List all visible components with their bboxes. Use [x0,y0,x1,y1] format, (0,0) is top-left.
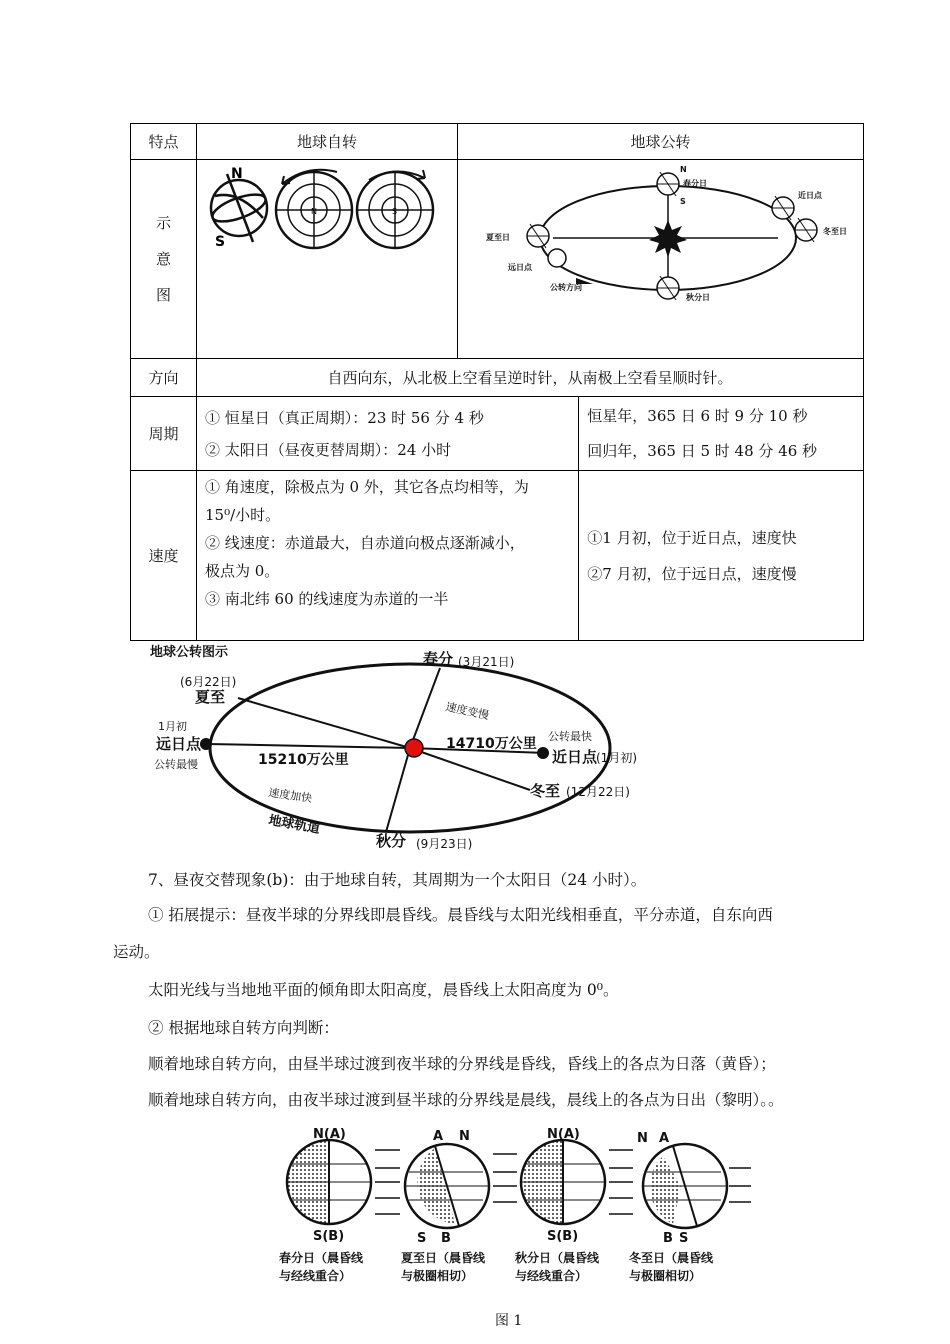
diagram-row [131,160,864,359]
svg-text:冬至: 冬至 [530,782,561,800]
svg-text:S: S [680,197,686,206]
direction-text: 自西向东，从北极上空看呈逆时针，从南极上空看呈顺时针。 [197,359,864,397]
svg-text:秋分日（晨昏线: 秋分日（晨昏线 [515,1251,600,1265]
svg-text:A: A [433,1129,444,1144]
table-header-row [131,124,864,160]
globe-winter-solstice [643,1144,751,1228]
svg-text:夏至: 夏至 [195,688,226,706]
svg-text:与极圈相切）: 与极圈相切） [629,1269,702,1283]
svg-text:N: N [459,1129,470,1144]
speed-revolution: ①1 月初，位于近日点，速度快 ②7 月初，位于远日点，速度慢 [579,471,864,641]
svg-text:夏至日（晨昏线: 夏至日（晨昏线 [401,1251,486,1265]
svg-text:冬至日: 冬至日 [823,227,847,236]
svg-text:14710万公里: 14710万公里 [446,736,537,752]
sun-icon [405,739,423,757]
period-label: 周期 [131,397,197,471]
speed-rotation: ① 角速度，除极点为 0 外，其它各点均相等，为 15⁰/小时。 ② 线速度：赤道最大，自赤道向极点逐渐减小， 极点为 0。 ③ 南北纬 60 的线速度为赤道的一半 [197,471,579,641]
sun-icon [649,220,687,258]
svg-text:B: B [663,1231,673,1246]
globe-autumn-equinox [521,1140,633,1224]
revolution-diagram [458,160,863,354]
svg-text:秋分: 秋分 [376,832,407,850]
svg-text:春分日（晨昏线: 春分日（晨昏线 [279,1251,364,1265]
svg-text:公转最慢: 公转最慢 [154,758,198,771]
globe-spring-equinox [287,1140,400,1224]
perihelion-point [537,747,549,759]
svg-text:公转最快: 公转最快 [548,730,592,743]
svg-text:春分: 春分 [423,650,454,668]
paragraph-extension: ① 拓展提示：昼夜半球的分界线即晨昏线。晨昏线与太阳光线相垂直，平分赤道，自东向西 [148,906,773,924]
svg-text:地球公转图示: 地球公转图示 [150,645,229,660]
svg-text:(3月21日): (3月21日) [458,655,515,669]
svg-text:1月初: 1月初 [158,720,187,733]
paragraph-extension-cont: 运动。 [113,943,160,961]
svg-text:S: S [679,1231,689,1246]
svg-text:与经线重合）: 与经线重合） [515,1269,588,1283]
speed-row [131,471,864,641]
svg-text:春分日: 春分日 [683,179,707,188]
globe-summer-solstice [405,1144,517,1228]
svg-text:S: S [417,1231,427,1246]
svg-text:(1月初): (1月初) [596,751,637,765]
header-rotation: 地球自转 [197,124,458,160]
revolution-diagram-cell [458,160,864,359]
rotation-diagram [197,160,457,354]
direction-label: 方向 [131,359,197,397]
figure-1-globes [275,1128,755,1313]
svg-text:地球轨道: 地球轨道 [267,813,322,837]
svg-text:远日点: 远日点 [508,263,532,272]
svg-text:与经线重合）: 与经线重合） [279,1269,352,1283]
figure-1-caption: 图 1 [495,1313,523,1329]
svg-text:夏至日: 夏至日 [486,233,510,242]
paragraph-7: 7、昼夜交替现象(b)：由于地球自转，其周期为一个太阳日（24 小时）。 [148,871,647,889]
svg-text:速度变慢: 速度变慢 [444,700,491,723]
svg-text:N(A): N(A) [313,1128,346,1142]
svg-text:(9月23日): (9月23日) [416,837,473,851]
svg-text:(12月22日): (12月22日) [566,785,630,799]
aphelion-point [200,738,212,750]
svg-text:与极圈相切）: 与极圈相切） [401,1269,474,1283]
svg-text:B: B [441,1231,451,1246]
diagram-label: 示 意 图 [131,160,197,359]
paragraph-dusk-line: 顺着地球自转方向，由昼半球过渡到夜半球的分界线是昏线，昏线上的各点为日落（黄昏）； [148,1055,776,1073]
svg-text:S(B): S(B) [313,1229,345,1244]
header-revolution: 地球公转 [458,124,864,160]
svg-text:15210万公里: 15210万公里 [258,752,349,768]
tilted-globe-icon [209,174,268,242]
period-rotation: ① 恒星日（真正周期）：23 时 56 分 4 秒 ② 太阳日（昼夜更替周期）：24 小时 [197,397,579,471]
svg-text:N: N [637,1131,648,1146]
svg-text:秋分日: 秋分日 [686,293,710,302]
svg-text:N: N [231,166,243,182]
svg-text:近日点: 近日点 [798,191,822,200]
paragraph-dawn-line: 顺着地球自转方向，由夜半球过渡到昼半球的分界线是晨线，晨线上的各点为日出（黎明）。。 [148,1091,784,1109]
svg-text:远日点: 远日点 [156,735,202,753]
paragraph-sun-angle: 太阳光线与当地地平面的倾角即太阳高度，晨昏线上太阳高度为 0⁰。 [148,981,619,999]
period-row [131,397,864,471]
svg-text:速度加快: 速度加快 [267,786,313,806]
svg-text:N: N [311,207,317,216]
svg-text:N(A): N(A) [547,1128,580,1142]
svg-text:A: A [659,1131,670,1146]
svg-text:S: S [392,207,398,216]
paragraph-judgement: ② 根据地球自转方向判断： [148,1019,339,1037]
svg-text:N: N [680,165,687,174]
svg-text:S: S [215,234,226,250]
earth-motion-table [130,123,864,641]
direction-row [131,359,864,397]
orbit-figure [140,640,660,855]
svg-text:冬至日（晨昏线: 冬至日（晨昏线 [629,1251,714,1265]
svg-text:S(B): S(B) [547,1229,579,1244]
svg-text:公转方向: 公转方向 [550,283,582,292]
speed-label: 速度 [131,471,197,641]
svg-text:(6月22日): (6月22日) [180,675,237,689]
rotation-diagram-cell [197,160,458,359]
header-feature: 特点 [131,124,197,160]
period-revolution: 恒星年，365 日 6 时 9 分 10 秒 回归年，365 日 5 时 48 分 46 秒 [579,397,864,471]
svg-text:近日点: 近日点 [552,748,598,766]
